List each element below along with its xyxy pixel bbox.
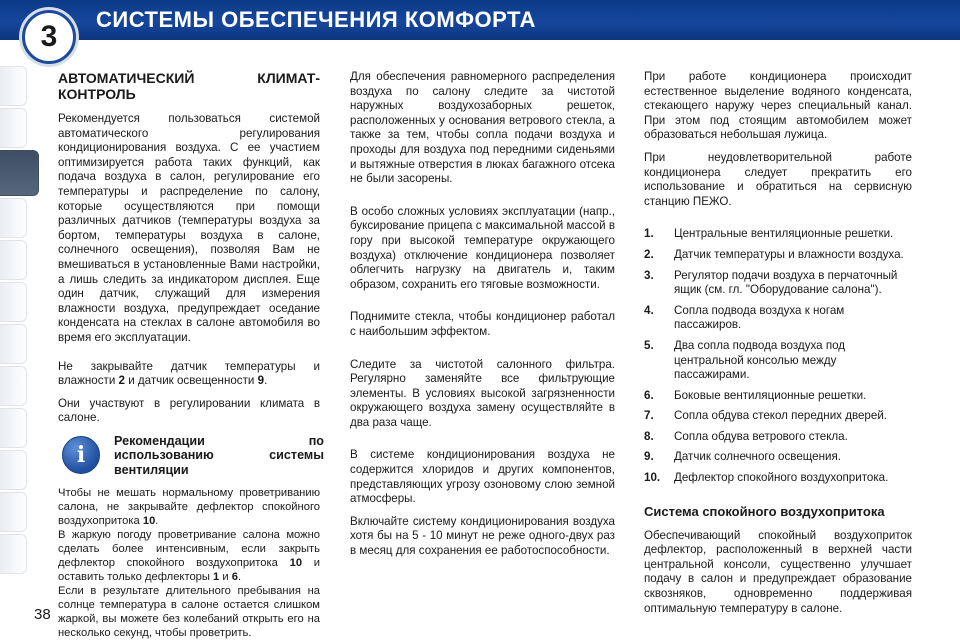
chapter-tab-12[interactable] [0, 534, 27, 574]
list-item: 2. Датчик температуры и влажности воздуха. [644, 247, 904, 261]
page-number: 38 [34, 606, 51, 623]
list-item: 6. Боковые вентиляционные решетки. [644, 388, 867, 402]
column-right [644, 70, 912, 624]
section-heading-auto-climate: АВТОМАТИЧЕСКИЙ КЛИМАТ-КОНТРОЛЬ [58, 70, 320, 102]
chapter-tab-10[interactable] [0, 450, 27, 490]
list-item: 4. Сопла подвода воздуха к ногам пассажиров. [644, 303, 845, 332]
paragraph-hard-conditions: В особо сложных условиях эксплуатации (напр., буксирование прицепа с максимальной массой в гору при высокой температуре окружающего воздуха) отключение кондиционера позволяет облегчить нагрузку на двигатель и, таким образом, сохранить его тяговые возможности. [350, 204, 615, 291]
paragraph-monthly-run: Включайте систему кондиционирования воздуха хотя бы на 5 - 10 минут не реже одного-двух раз в месяц для сохранения ее работоспособности. [350, 514, 615, 558]
list-item: 3. Регулятор подачи воздуха в перчаточный ящик (см. гл. "Оборудование салона"). [644, 268, 898, 297]
chapter-title: СИСТЕМЫ ОБЕСПЕЧЕНИЯ КОМФОРТА [96, 7, 536, 32]
list-item: 10. Дефлектор спокойного воздухопритока. [644, 471, 889, 485]
paragraph-filter: Следите за чистотой салонного фильтра. Регулярно заменяйте все фильтрующие элементы. В условиях высокой загрязненности окружающего воздуха замену осуществляйте в два раза чаще. [350, 357, 615, 429]
list-item: 1. Центральные вентиляционные решетки. [644, 227, 894, 241]
recommendation-box [58, 433, 324, 477]
info-icon: i [62, 436, 100, 474]
chapter-tab-7[interactable] [0, 324, 27, 364]
list-item: 7. Сопла обдува стекол передних дверей. [644, 409, 888, 423]
chapter-tab-1[interactable] [0, 66, 27, 106]
chapter-tab-3-active[interactable] [0, 150, 39, 196]
list-item: 5. Два сопла подвода воздуха под центральной консолью между пассажирами. [644, 338, 846, 382]
chapter-tab-2[interactable] [0, 108, 27, 148]
paragraph-air-distribution: Для обеспечения равномерного распределения воздуха по салону следите за чистотой наружных воздухозаборных решеток, расположенных у основания ветрового стекла, а также за тем, чтобы сопла подачи воздуха и проходы для воздуха под передними сиденьями и вытяжные отверстия в люках багажного отсека не были засорены. [350, 70, 615, 186]
chapter-tab-9[interactable] [0, 408, 27, 448]
chapter-tab-4[interactable] [0, 198, 27, 238]
ref-number: 9 [257, 374, 265, 388]
chapter-tab-8[interactable] [0, 366, 27, 406]
recommendation-line-2: В жаркую погоду проветривание салона можно сделать более интенсивным, если закрыть дефлектор спокойного воздухопритока 10 и оставить только дефлекторы 1 и 6. [58, 528, 321, 583]
recommendation-line-1: Чтобы не мешать нормальному проветриванию салона, не закрывайте дефлектор спокойного воздухопритока 10. [58, 486, 320, 527]
section-heading-calm-airflow: Система спокойного воздухопритока [644, 503, 885, 519]
ref-number: 2 [118, 374, 125, 388]
paragraph-raise-windows: Поднимите стекла, чтобы кондиционер работал с наибольшим эффектом. [350, 310, 615, 338]
paragraph-sensor-role: Они участвуют в регулировании климата в салоне. [58, 396, 320, 425]
column-middle [350, 70, 615, 567]
chapter-tabs [0, 66, 40, 576]
paragraph-sensor-warning: Не закрывайте датчик температуры и влажности 2 и датчик освещенности 9. [58, 359, 320, 388]
recommendation-title: Рекомендации по использованию системы вентиляции [114, 433, 324, 477]
paragraph-condensate: При работе кондиционера происходит естественное выделение водяного конденсата, стекающего наружу через специальный канал. При этом под стоящим автомобилем может образоваться небольшая лужица. [644, 70, 912, 142]
chapter-tab-6[interactable] [0, 282, 27, 322]
paragraph-calm-airflow: Обеспечивающий спокойный воздухоприток дефлектор, расположенный в верхней части центральной консоли, существенно улучшает подачу в салон и предупреждает образование сквозняков, одновременно поддерживая оптимальную температуру в салоне. [644, 528, 912, 615]
paragraph-intro: Рекомендуется пользоваться системой автоматического регулирования кондиционирования воздуха. С ее участием оптимизируется работа таких функций, как подача воздуха в салон, регулирование его температуры и распределение по салону, которые осуществляются при помощи различных датчиков (температуры воздуха за бортом, температуры воздуха в салоне, солнечного освещения), позволяя Вам не вмешиваться в установленные Вами настройки, а лишь следить за индикатором дисплея. Еще один датчик, служащий для измерения влажности воздуха, предупреждает оседание конденсата на стеклах в салоне автомобиля во время его эксплуатации. [58, 112, 320, 344]
recommendation-text [58, 486, 320, 640]
chapter-header [0, 0, 960, 40]
list-item: 8. Сопла обдува ветрового стекла. [644, 429, 848, 443]
chapter-number-badge: 3 [22, 10, 76, 64]
list-item: 9. Датчик солнечного освещения. [644, 450, 842, 464]
components-list [644, 227, 912, 485]
paragraph-no-chlorides: В системе кондиционирования воздуха не содержится хлоридов и других компонентов, представляющих угрозу озоновому слою земной атмосферы. [350, 448, 615, 506]
chapter-tab-11[interactable] [0, 492, 27, 532]
column-left [58, 70, 324, 640]
paragraph-malfunction: При неудовлетворительной работе кондиционера следует прекратить его использование и обратиться на сервисную станцию ПЕЖО. [644, 150, 912, 208]
chapter-tab-5[interactable] [0, 240, 27, 280]
recommendation-line-3: Если в результате длительного пребывания на солнце температура в салоне остается слишком жаркой, вы можете без колебаний открыть его на несколько секунд, чтобы проветрить. [58, 584, 320, 639]
